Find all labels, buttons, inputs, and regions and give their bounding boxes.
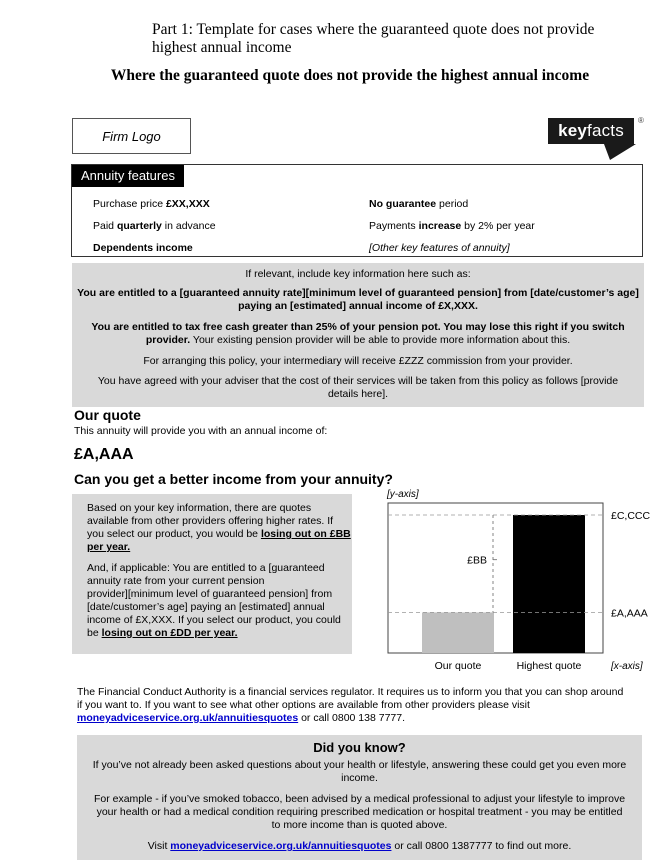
- our-quote-intro: This annuity will provide you with an annual income of:: [74, 425, 328, 437]
- feature-dependents-income: Dependents income: [93, 242, 193, 254]
- comparison-p2-line5: income of £X,XXX. If you select our product, you could: [87, 614, 341, 626]
- chart-bar-our-quote: [422, 612, 494, 653]
- losing-out-bb-per-year: per year.: [87, 541, 131, 553]
- better-income-heading: Can you get a better income from your annuity?: [74, 471, 393, 487]
- info-adviser-cost-2: details here].: [327, 388, 389, 400]
- annuity-features-tab: Annuity features: [72, 165, 184, 187]
- fca-call-text: or call 0800 138 7777.: [298, 712, 406, 724]
- info-guaranteed-rate-1: You are entitled to a [guaranteed annuity rate][minimum level of guaranteed pension] from [date/customer’s age]: [77, 287, 639, 299]
- part-header: Part 1: Template for cases where the guaranteed quote does not provide highest annual income: [152, 21, 595, 56]
- fca-line1: The Financial Conduct Authority is a financial services regulator. It requires us to inform you that you can shop around: [77, 686, 624, 698]
- payments-prefix: Payments: [369, 220, 419, 232]
- paid-suffix: in advance: [161, 220, 216, 232]
- dyk-mas-link[interactable]: moneyadviceservice.org.uk/annuitiesquotes: [170, 840, 392, 852]
- keyfacts-logo-facts: facts: [587, 121, 624, 140]
- dyk-visit-pre: Visit: [147, 840, 171, 852]
- did-you-know-heading: Did you know?: [313, 740, 406, 755]
- fca-statement: [77, 686, 647, 725]
- dyk-p1-line1: If you’ve not already been asked questions about your health or lifestyle, answering these could get you even more: [92, 759, 627, 771]
- comparison-p2-line3: provider][minimum level of guaranteed pension] from: [87, 588, 333, 600]
- key-information-box: [72, 263, 644, 407]
- dyk-visit-post: or call 0800 1387777 to find out more.: [391, 840, 572, 852]
- chart-value-label-our: £A,AAA: [611, 607, 648, 620]
- dyk-p2-line1: For example - if you’ve smoked tobacco, been advised by a medical professional to adjust your lifestyle to improve: [93, 793, 626, 805]
- dyk-p2-line3: to more income than is quoted above.: [271, 819, 448, 831]
- info-guaranteed-rate-2: paying an [estimated] annual income of £X,XXX.: [238, 300, 478, 312]
- chart-y-axis-label: [y-axis]: [387, 489, 419, 500]
- feature-other: [Other key features of annuity]: [369, 242, 510, 254]
- purchase-value: £XX,XXX: [165, 198, 210, 210]
- comparison-p1-line1: Based on your key information, there are quotes: [87, 502, 312, 514]
- info-intro: If relevant, include key information here such as:: [245, 268, 471, 280]
- losing-out-dd: losing out on £DD per year.: [101, 627, 238, 639]
- dyk-p1-line2: income.: [341, 772, 378, 784]
- info-provider-rest: Your existing pension provider will be able to provide more information about this.: [190, 334, 571, 346]
- payments-increase: increase: [418, 220, 462, 232]
- payments-suffix: by 2% per year: [461, 220, 535, 232]
- purchase-label: Purchase price: [93, 198, 166, 210]
- feature-payment-increase: [369, 220, 535, 232]
- guarantee-suffix: period: [436, 198, 469, 210]
- fca-mas-link[interactable]: moneyadviceservice.org.uk/annuitiesquotes: [77, 712, 299, 724]
- comparison-p2-line6-pre: be: [87, 627, 102, 639]
- keyfacts-speech-tail: [604, 144, 636, 160]
- info-commission: For arranging this policy, your intermediary will receive £ZZZ commission from your provider.: [143, 355, 573, 367]
- comparison-p1-line3: [87, 528, 351, 541]
- comparison-text-box: [72, 494, 352, 654]
- fca-line2: if you want to. If you want to see what other options are available from other providers please visit: [77, 699, 530, 711]
- dyk-visit-line: [77, 840, 642, 853]
- feature-purchase-price: [93, 198, 210, 210]
- info-tax-free-cash-2: [72, 334, 644, 347]
- comparison-p1-line3-text: you select our product, you would be: [87, 528, 261, 540]
- guarantee-value: No guarantee: [369, 198, 437, 210]
- chart-x-axis-label: [x-axis]: [611, 661, 643, 672]
- comparison-p2-line1: And, if applicable: You are entitled to a [guaranteed: [87, 562, 325, 574]
- comparison-p1-line2: available from other providers offering higher rates. If: [87, 515, 334, 527]
- comparison-p2-line6: [87, 627, 238, 640]
- chart-value-label-highest: £C,CCC: [611, 510, 651, 522]
- chart-category-label: Our quote: [434, 660, 482, 672]
- registered-mark: ®: [638, 116, 644, 125]
- comparison-p1-line4: [87, 541, 130, 554]
- chart-category-label: Highest quote: [516, 660, 582, 672]
- did-you-know-box: [77, 735, 642, 860]
- feature-guarantee-period: [369, 198, 468, 210]
- keyfacts-logo: [548, 118, 634, 144]
- quote-comparison-chart: [385, 485, 662, 675]
- dyk-p2-line2: your health or had a medical condition requiring prescribed medication or hospital treatment - you may be entitled: [96, 806, 623, 818]
- losing-out-bb: losing out on £BB: [260, 528, 351, 540]
- paid-prefix: Paid: [93, 220, 117, 232]
- info-adviser-cost-1: You have agreed with your adviser that the cost of their services will be taken from this policy as follows [provide: [97, 375, 619, 387]
- chart-bar-highest-quote: [513, 515, 585, 653]
- comparison-p2-line2: annuity rate from your current pension: [87, 575, 265, 587]
- document-title: Where the guaranteed quote does not provide the highest annual income: [110, 67, 590, 84]
- comparison-p2-line4: [date/customer’s age] paying an [estimated] annual: [87, 601, 325, 613]
- feature-payment-frequency: [93, 220, 216, 232]
- info-provider-bold: provider.: [145, 334, 191, 346]
- info-tax-free-cash-1: You are entitled to tax free cash greater than 25% of your pension pot. You may lose this right if you switch: [91, 321, 625, 333]
- our-quote-amount: £A,AAA: [74, 446, 134, 463]
- paid-frequency: quarterly: [116, 220, 162, 232]
- our-quote-heading: Our quote: [74, 407, 141, 423]
- chart-difference-label: £BB: [467, 554, 487, 567]
- firm-logo-placeholder: Firm Logo: [72, 118, 191, 154]
- fca-line3: [77, 712, 647, 725]
- keyfacts-logo-key: key: [558, 121, 588, 140]
